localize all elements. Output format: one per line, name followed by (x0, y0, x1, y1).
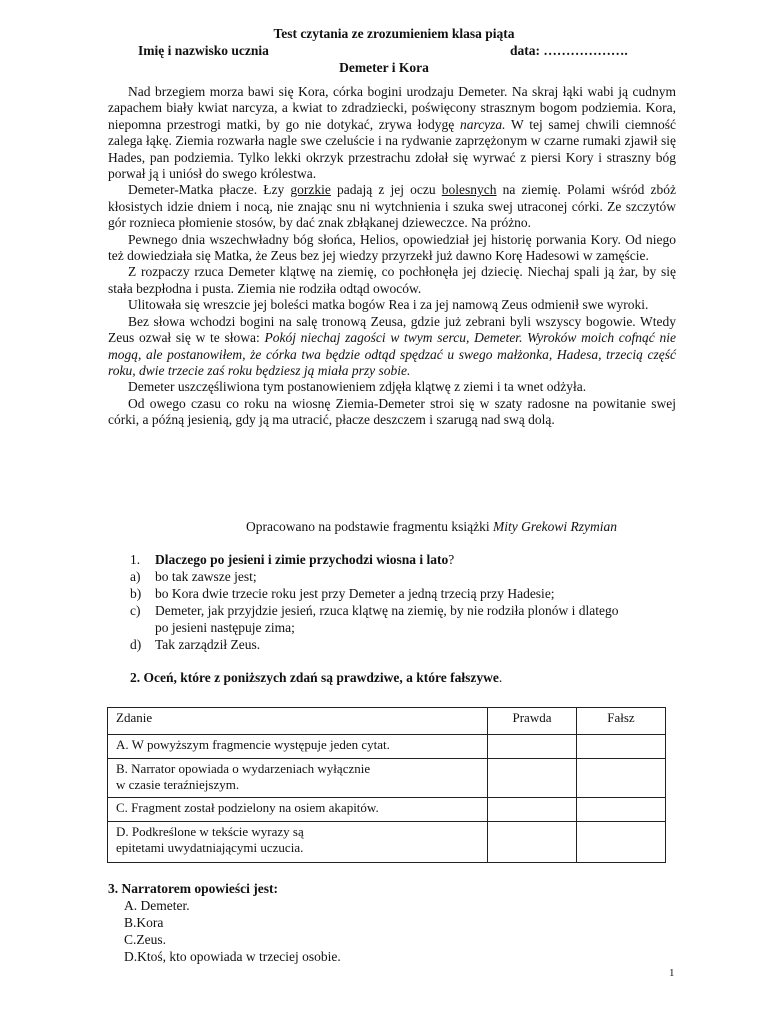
table-header-row (108, 708, 666, 735)
answer-option: b) bo Kora dwie trzecie roku jest przy Demeter a jedną trzecią przy Hadesie; (130, 586, 555, 601)
question-1-text: Dlaczego po jesieni i zimie przychodzi wiosna i lato (155, 552, 449, 567)
true-false-table (107, 707, 666, 863)
paragraph-3: Pewnego dnia wszechwładny bóg słońca, Helios, opowiedział jej historię porwania Kory. Od niego też dowiedziała się Matka, że Zeus bez jej wiedzy przyrzekł już dawno Korę Hadesowi w zamęście. (108, 231, 676, 264)
table-row (108, 759, 666, 798)
header-true: Prawda (488, 708, 577, 735)
name-label: Imię i nazwisko ucznia (138, 43, 269, 58)
answer-option: d) Tak zarządził Zeus. (130, 637, 261, 652)
paragraph-2: Demeter-Matka płacze. Łzy gorzkie padają z jej oczu bolesnych na ziemię. Polami wśród zbóż kłosistych idzie dniem i nocą, nie znając snu ni wytchnienia i szuka swej utraconej córki. Ze szczytów gór roznieca płomienie stosów, by dać znak zbłąkanej dzieweczce. Na próżno. (108, 182, 676, 231)
table-row (108, 798, 666, 822)
paragraph-7: Demeter uszczęśliwiona tym postanowieniem zdjęła klątwę z ziemi i ta wnet odżyła. (128, 379, 587, 395)
question-2-title: 2. Oceń, które z poniższych zdań są prawdziwe, a które fałszywe. (130, 670, 503, 685)
story-text (108, 84, 676, 429)
date-label: data: ………………. (510, 43, 628, 58)
statement-cell: A. W powyższym fragmencie występuje jeden cytat. (108, 735, 488, 759)
false-answer-cell[interactable] (577, 735, 666, 759)
paragraph-4: Z rozpaczy rzuca Demeter klątwę na ziemię, co pochłonęła jej dziecię. Niechaj spali ją żar, by się stała bezpłodna i pusta. Ziemia nie rodziła odtąd owoców. (108, 264, 676, 296)
question-3 (108, 880, 341, 965)
statement-cell: B. Narrator opowiada o wydarzeniach wyłącznie w czasie teraźniejszym. (108, 759, 488, 798)
answer-option: A. Demeter. (124, 898, 190, 913)
zeus-quote: Pokój niechaj zagości w twym sercu, Demeter. Wyroków moich cofnąć nie mogą, ale postanowiłem, że córka twa będzie odtąd spędzać u swego małżonka, Hadesa, trzecią część roku, dwie trzecie zaś roku będziesz ją miała przy sobie. (108, 330, 676, 378)
answer-option-continued: po jesieni następuje zima; (155, 620, 295, 635)
paragraph-1: Nad brzegiem morza bawi się Kora, córka bogini urodzaju Demeter. Na skraj łąki wabi ją cudnym zapachem biały kwiat narcyza, a kwiat to zdradziecki, poświęcony strasznym bogom podziemia. Kora, niepomna przestrogi matki, by go nie dotykać, zrywa łodygę narcyza. W tej samej chwili ciemność zalega łąkę. Ziemia rozwarła nagle swe czeluście i na rydwanie zaprzężonym w czarne rumaki zjawił się Hades, pan podziemia. Tylko lekki okrzyk przestrachu zdołał się wyrwać z piersi Kory i straszny bóg porwał ją i uniósł do swego królestwa. (108, 84, 676, 182)
header-false: Fałsz (577, 708, 666, 735)
page-number: 1 (669, 967, 675, 979)
underlined-word-1: gorzkie (290, 182, 331, 198)
header-statement: Zdanie (108, 708, 488, 735)
story-title: Demeter i Kora (339, 60, 429, 75)
question-3-title: 3. Narratorem opowieści jest: (108, 881, 278, 896)
false-answer-cell[interactable] (577, 759, 666, 798)
source-note: Opracowano na podstawie fragmentu książki Mity Grekowi Rzymian (246, 519, 618, 534)
table-row (108, 735, 666, 759)
test-title: Test czytania ze zrozumieniem klasa piąta (273, 26, 515, 41)
paragraph-6: Bez słowa wchodzi bogini na salę tronową Zeusa, gdzie już zebrani byli wszyscy bogowie. Wtedy Zeus ozwał się w te słowa: Pokój niechaj zagości w twym sercu, Demeter. Wyroków moich cofnąć nie mogą, ale postanowiłem, że córka twa będzie odtąd spędzać u swego małżonka, Hadesa, trzecią część roku, dwie trzecie zaś roku będziesz ją miała przy sobie. (108, 313, 676, 378)
true-answer-cell[interactable] (488, 822, 577, 863)
false-answer-cell[interactable] (577, 798, 666, 822)
true-answer-cell[interactable] (488, 735, 577, 759)
paragraph-5: Ulitowała się wreszcie jej boleści matka bogów Rea i za jej namową Zeus odmienił swe wyroki. (128, 297, 649, 313)
answer-option: a) bo tak zawsze jest; (130, 569, 257, 584)
true-answer-cell[interactable] (488, 759, 577, 798)
false-answer-cell[interactable] (577, 822, 666, 863)
table-row (108, 822, 666, 863)
statement-cell: C. Fragment został podzielony na osiem akapitów. (108, 798, 488, 822)
answer-option: B.Kora (124, 915, 164, 930)
answer-option: D.Ktoś, kto opowiada w trzeciej osobie. (124, 949, 341, 964)
statement-cell: D. Podkreślone w tekście wyrazy są epitetami uwydatniającymi uczucia. (108, 822, 488, 863)
answer-option: c) Demeter, jak przyjdzie jesień, rzuca klątwę na ziemię, by nie rodziła plonów i dlatego (130, 603, 619, 618)
underlined-word-2: bolesnych (441, 182, 497, 198)
true-answer-cell[interactable] (488, 798, 577, 822)
paragraph-8: Od owego czasu co roku na wiosnę Ziemia-Demeter stroi się w szaty radosne na powitanie swej córki, a późną jesienią, gdy ją ma utracić, płacze deszczem i szarugą nad swą dolą. (108, 395, 676, 428)
question-1: 1. Dlaczego po jesieni i zimie przychodzi wiosna i lato? a) bo tak zawsze jest; b) bo Kora dwie trzecie roku jest przy Demeter a jedną trzecią przy Hadesie; c) Demeter, jak przyjdzie jesień, rzuca klątwę na ziemię, by nie rodziła plonów i dlatego po jesieni następuje zima; d) Tak zarządził Zeus. (130, 551, 670, 653)
answer-option: C.Zeus. (124, 932, 166, 947)
